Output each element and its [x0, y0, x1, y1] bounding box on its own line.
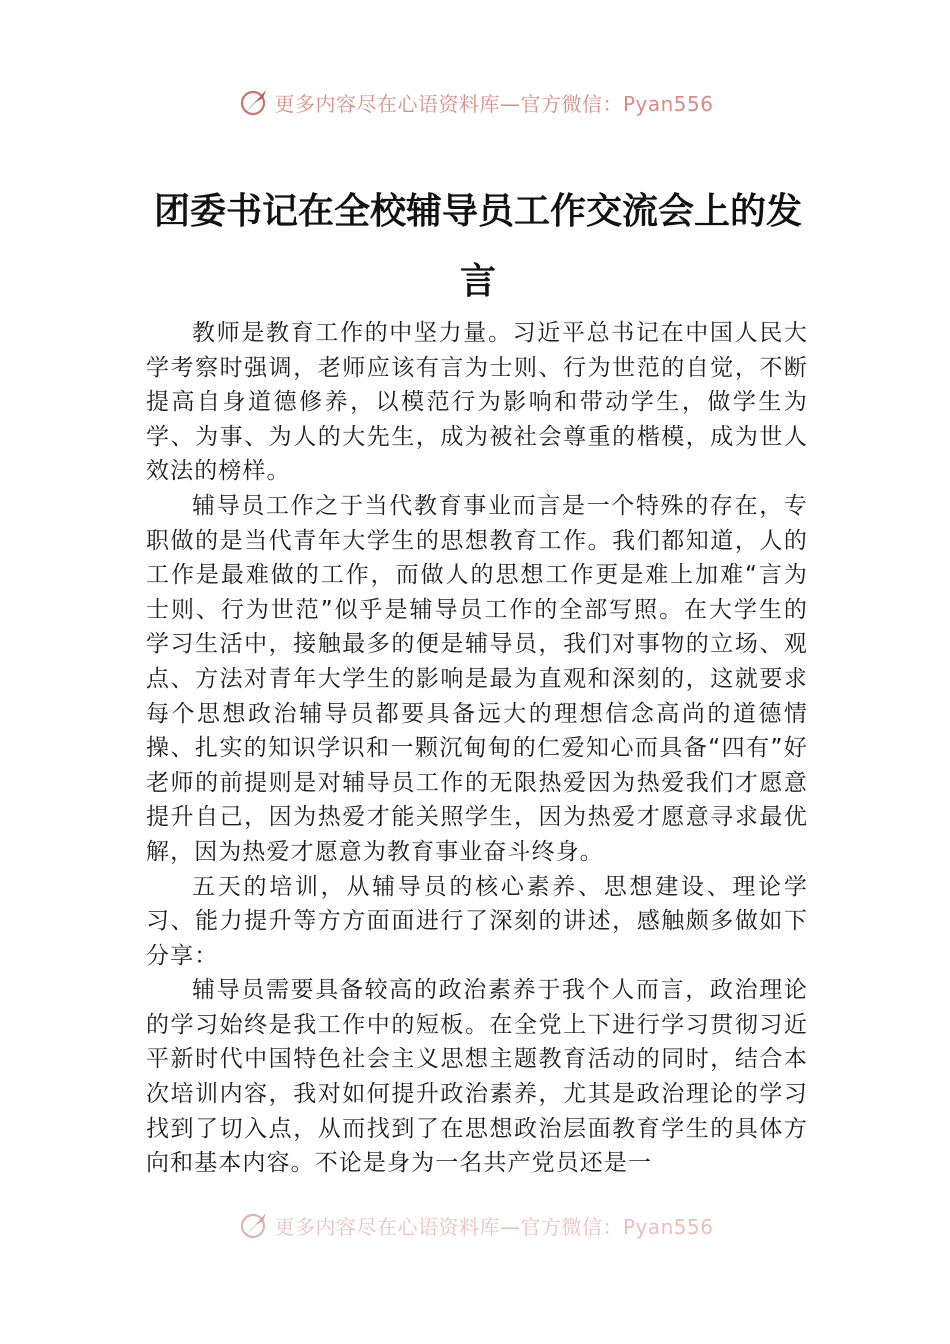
paragraph-1: 教师是教育工作的中坚力量。习近平总书记在中国人民大学考察时强调，老师应该有言为士则、行为世范的自觉，不断提高自身道德修养，以模范行为影响和带动学生，做学生为学、为事、为人的大先生，成为被社会尊重的楷模，成为世人效法的榜样。: [146, 320, 808, 485]
quill-pen-logo-icon: [236, 84, 272, 120]
header-watermark: [0, 82, 950, 122]
footer-watermark: [0, 1205, 950, 1245]
document-title: 团委书记在全校辅导员工作交流会上的发言: [153, 190, 802, 302]
watermark-text: 更多内容尽在心语资料库—官方微信：Pyan556: [274, 91, 714, 116]
paragraph-4: 辅导员需要具备较高的政治素养于我个人而言，政治理论的学习始终是我工作中的短板。在全党上下进行学习贯彻习近平新时代中国特色社会主义思想主题教育活动的同时，结合本次培训内容，我对如何提升政治素养，尤其是政治理论的学习找到了切入点，从而找到了在思想政治层面教育学生的具体方向和基本内容。不论是身为一名共产党员还是一: [146, 977, 808, 1177]
paragraph-2: 辅导员工作之于当代教育事业而言是一个特殊的存在，专职做的是当代青年大学生的思想教育工作。我们都知道，人的工作是最难做的工作，而做人的思想工作更是难上加难“言为士则、行为世范”似乎是辅导员工作的全部写照。在大学生的学习生活中，接触最多的便是辅导员，我们对事物的立场、观点、方法对青年大学生的影响是最为直观和深刻的，这就要求每个思想政治辅导员都要具备远大的理想信念高尚的道德情操、扎实的知识学识和一颗沉甸甸的仁爱知心而具备“四有”好老师的前提则是对辅导员工作的无限热爱因为热爱我们才愿意提升自己，因为热爱才能关照学生，因为热爱才愿意寻求最优解，因为热爱才愿意为教育事业奋斗终身。: [146, 492, 808, 865]
paragraph-3: 五天的培训，从辅导员的核心素养、思想建设、理论学习、能力提升等方方面面进行了深刻的讲述，感触颇多做如下分享：: [146, 873, 808, 969]
document-body: [146, 316, 808, 1214]
watermark-text: 更多内容尽在心语资料库—官方微信：Pyan556: [274, 1214, 714, 1239]
quill-pen-logo-icon: [236, 1207, 272, 1243]
